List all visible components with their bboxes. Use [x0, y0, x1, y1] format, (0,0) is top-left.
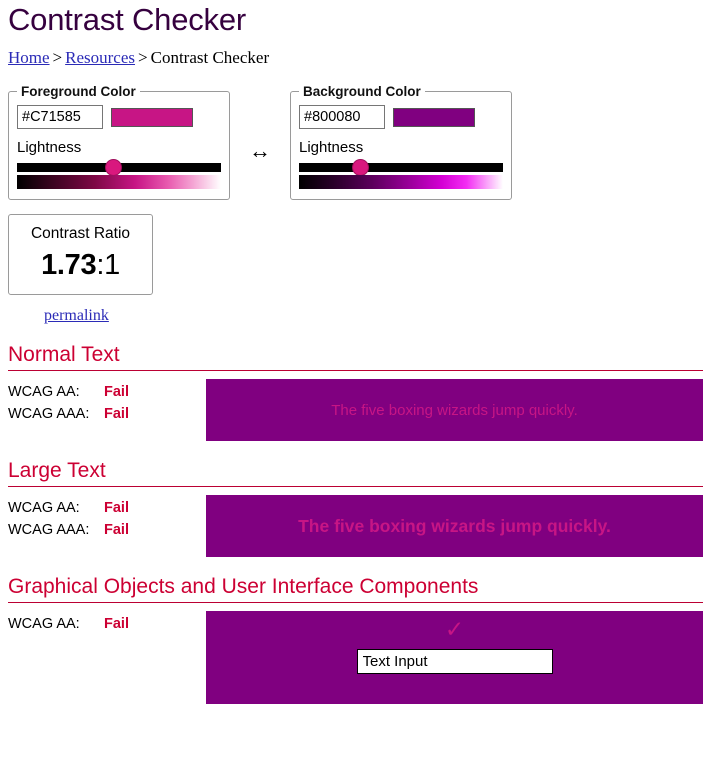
page-title: Contrast Checker [8, 2, 247, 37]
graphical-aa-label: WCAG AA: [8, 616, 80, 632]
large-aa-label: WCAG AA: [8, 500, 80, 516]
normal-aaa-value: Fail [104, 406, 129, 422]
background-gradient-bar [299, 175, 503, 189]
normal-text-sample [206, 379, 703, 441]
foreground-gradient-bar [17, 175, 221, 189]
foreground-hex-input[interactable] [17, 105, 103, 129]
background-lightness-label: Lightness [299, 139, 364, 156]
section-title-graphical-objects: Graphical Objects and User Interface Components [8, 575, 703, 603]
graphical-results [8, 611, 703, 704]
normal-text-results [8, 379, 703, 441]
normal-text-sample-label: The five boxing wizards jump quickly. [331, 401, 578, 419]
color-controls-row [8, 84, 703, 200]
contrast-ratio-box [8, 214, 153, 295]
permalink-wrap [8, 307, 703, 325]
contrast-ratio-label: Contrast Ratio [30, 225, 131, 242]
large-text-results [8, 495, 703, 557]
breadcrumb-link-home[interactable]: Home [8, 48, 50, 67]
normal-aaa-label: WCAG AAA: [8, 406, 90, 422]
background-hex-input[interactable] [299, 105, 385, 129]
large-text-sample [206, 495, 703, 557]
background-slider-thumb[interactable] [352, 159, 369, 176]
foreground-color-panel [8, 84, 230, 200]
checkmark-icon: ✓ [444, 616, 465, 642]
large-text-labels [8, 495, 206, 541]
foreground-lightness-label: Lightness [17, 139, 82, 156]
breadcrumb-link-resources[interactable]: Resources [65, 48, 136, 67]
large-text-sample-label: The five boxing wizards jump quickly. [298, 515, 611, 536]
normal-text-labels [8, 379, 206, 425]
breadcrumb-current: Contrast Checker [150, 48, 270, 67]
swap-colors-icon[interactable]: ↔ [249, 138, 271, 163]
background-legend: Background Color [303, 84, 421, 99]
foreground-legend: Foreground Color [21, 84, 136, 99]
background-color-panel [290, 84, 512, 200]
breadcrumb-separator-1: > [52, 48, 63, 67]
sample-text-input[interactable] [357, 649, 553, 674]
normal-aa-line [8, 381, 206, 403]
large-aaa-label: WCAG AAA: [8, 522, 90, 538]
foreground-lightness-slider[interactable] [17, 161, 221, 189]
large-aa-line [8, 497, 206, 519]
normal-aaa-line [8, 403, 206, 425]
foreground-hex-line [17, 105, 221, 129]
graphical-labels [8, 611, 206, 635]
background-swatch[interactable] [393, 108, 475, 127]
graphical-aa-value: Fail [104, 616, 129, 632]
breadcrumb [8, 48, 703, 68]
large-aaa-line [8, 519, 206, 541]
normal-aa-label: WCAG AA: [8, 384, 80, 400]
contrast-ratio-suffix: :1 [96, 249, 120, 281]
normal-aa-value: Fail [104, 384, 129, 400]
large-aa-value: Fail [104, 500, 129, 516]
section-title-normal-text: Normal Text [8, 343, 703, 371]
background-lightness-slider[interactable] [299, 161, 503, 189]
background-hex-line [299, 105, 503, 129]
foreground-slider-thumb[interactable] [105, 159, 122, 176]
background-slider-track[interactable] [299, 163, 503, 172]
graphical-aa-line [8, 613, 206, 635]
section-title-large-text: Large Text [8, 459, 703, 487]
contrast-ratio-number: 1.73 [41, 249, 97, 281]
foreground-swatch[interactable] [111, 108, 193, 127]
graphical-sample [206, 611, 703, 704]
large-aaa-value: Fail [104, 522, 129, 538]
breadcrumb-separator-2: > [138, 48, 148, 67]
permalink-link[interactable]: permalink [44, 307, 109, 324]
contrast-ratio-value [21, 249, 140, 282]
